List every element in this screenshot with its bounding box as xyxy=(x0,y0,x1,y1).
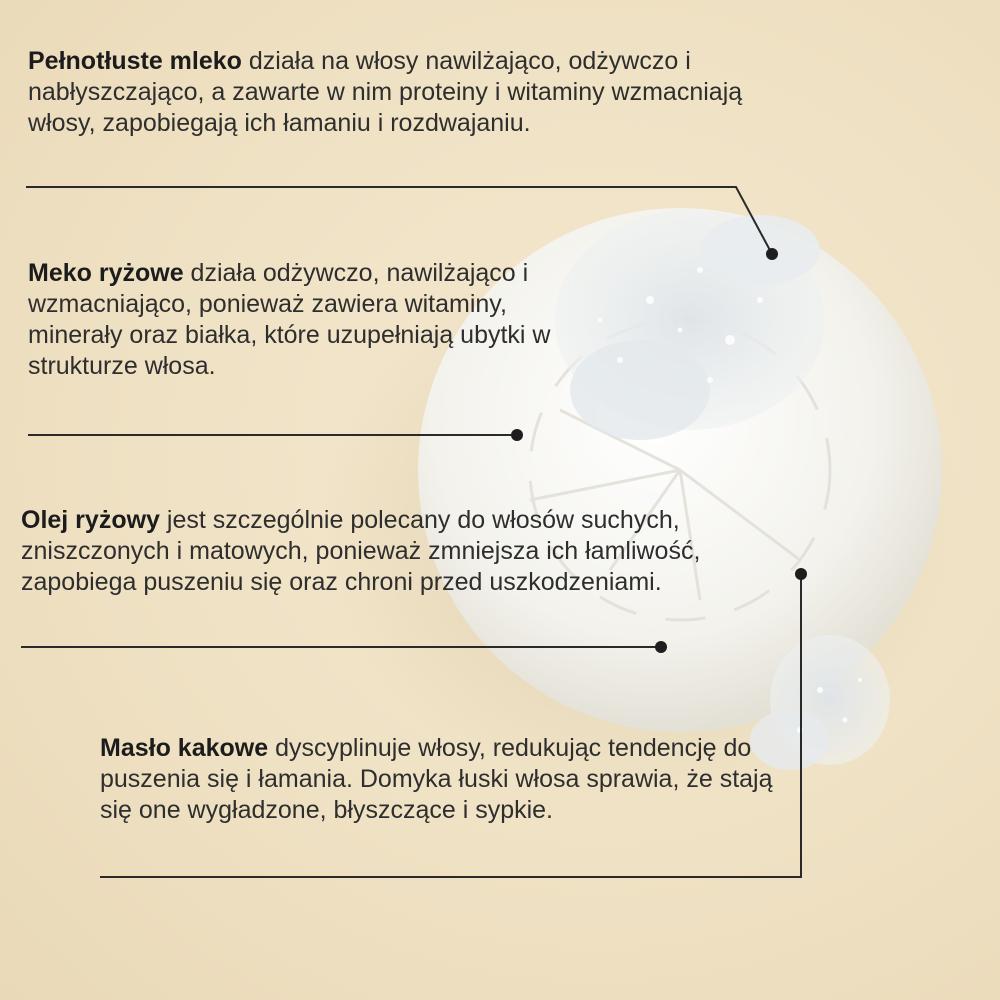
callout-text: dyscyplinuje włosy, redukując tendencję do puszenia się i łamania. Domyka łuski włosa sprawia, że stają się one wygładzone, błyszczące i sypkie. xyxy=(100,734,773,824)
callout-text: działa na włosy nawilżająco, odżywczo i nabłyszczająco, a zawarte w nim proteiny i witaminy wzmacniają włosy, zapobiegają ich łamaniu i rozdwajaniu. xyxy=(28,47,743,137)
callout-full-fat-milk xyxy=(28,46,808,139)
callout-text: jest szczególnie polecany do włosów suchych, zniszczonych i matowych, ponieważ zmniejsza ich łamliwość, zapobiega puszeniu się oraz chroni przed uszkodzeniami. xyxy=(21,506,701,596)
callout-title: Pełnotłuste mleko xyxy=(28,47,242,75)
callout-rice-milk xyxy=(28,258,588,382)
callout-cocoa-butter xyxy=(100,733,800,826)
callout-text: działa odżywczo, nawilżająco i wzmacniająco, ponieważ zawiera witaminy, minerały oraz białka, które uzupełniają ubytki w strukturze włosa. xyxy=(28,259,551,380)
callout-title: Olej ryżowy xyxy=(21,506,160,534)
callout-title: Masło kakowe xyxy=(100,734,269,762)
callout-rice-oil xyxy=(21,505,701,598)
callout-title: Meko ryżowe xyxy=(28,259,184,287)
